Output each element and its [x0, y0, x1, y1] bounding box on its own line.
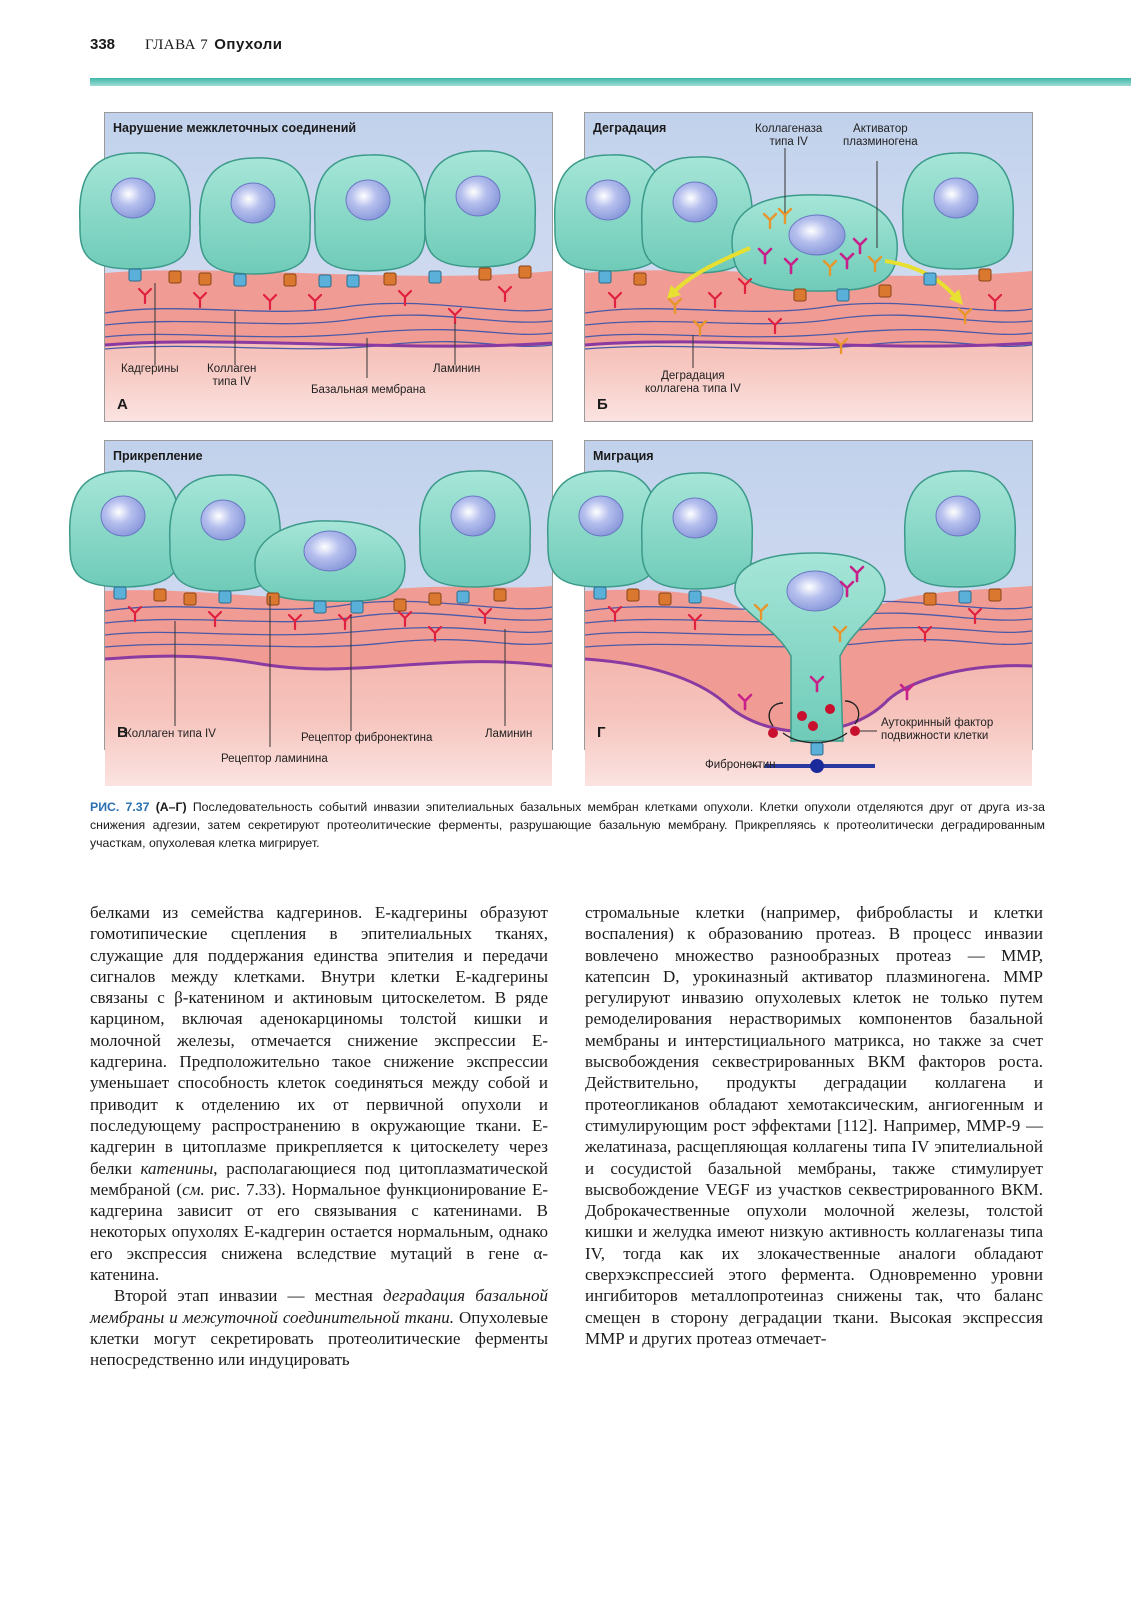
panel-a-letter: А: [117, 396, 128, 413]
section-title: Опухоли: [214, 36, 283, 53]
label-laminin-c: Ламинин: [485, 728, 533, 740]
figure-caption: [90, 798, 1045, 852]
text-run: рис. 7.33). Нормальное функционирование Е-кадгерина зависит от его связывания с катенинами. В некоторых опухолях Е-кадгерин остается нормальным, однако его экспрессия снижена вследствие мутаций в гене α-катенина.: [90, 1179, 548, 1285]
figure-panel-b: [584, 112, 1033, 422]
emphasis: см.: [182, 1179, 205, 1199]
paragraph: стромальные клетки (например, фибробласты и клетки воспаления) к образованию протеаз. В процесс инвазии вовлечено множество разнообразных протеаз — ММР, катепсин D, урокиназный активатор плазминогена. ММР регулируют инвазию опухолевых клеток не только путем ремоделирования нерастворимых компонентов базальной мембраны и интерстициального матрикса, но также за счет высвобождения секвестрированных ВКМ факторов роста. Действительно, продукты деградации коллагена и протеогликанов обладают хемотаксическим, ангиогенным и стимулирующим рост эффектами [112]. Например, ММР-9 — желатиназа, расщепляющая коллагены типа IV эпителиальной и сосудистой базальной мембраны, также стимулирует высвобождение VEGF из участков секвестрированного ВКМ. Доброкачественные опухоли молочной железы, толстой кишки и желудка имеют низкую активность коллагеназы типа IV, тогда как их злокачественные аналоги обладают сверхэкспрессией этого фермента. Одновременно уровни ингибиторов металлопротеиназ снижены так, что баланс смещен в сторону деградации ткани. Высокая экспрессия ММР и других протеаз отмечает-: [585, 903, 1043, 1348]
figure-number: РИС. 7.37: [90, 800, 150, 814]
label-collagenase-iv: Коллагеназа типа IV: [755, 123, 823, 148]
text-run: Второй этап инвазии — местная: [114, 1286, 384, 1306]
label-collagen-degradation: Деградация коллагена типа IV: [645, 370, 741, 395]
emphasis: деградация базальной мембраны и межуточной соединительной ткани.: [90, 1286, 548, 1327]
paragraph: [90, 1285, 548, 1370]
label-collagen-iv-c: Коллаген типа IV: [125, 728, 216, 740]
caption-text: Последовательность событий инвазии эпителиальных базальных мембран клетками опухоли. Клетки опухоли отделяются друг от друга из-за снижения адгезии, затем секретируют протеолитические ферменты, разрушающие базальную мембрану. Прикрепляясь к протеолитически деградированным участкам, опухолевая клетка мигрирует.: [90, 800, 1046, 850]
panel-c-letter: В: [117, 724, 128, 741]
figure-panel-a: [104, 112, 553, 422]
label-collagen-iv: Коллаген типа IV: [207, 363, 257, 388]
running-header: [90, 36, 283, 58]
panel-d-letter: Г: [597, 724, 606, 741]
text-run: Опухолевые клетки могут секретировать протеолитические ферменты непосредственно или индуцировать: [90, 1307, 548, 1370]
text-run: белками из семейства кадгеринов. Е-кадгерины образуют гомотипические сцепления в эпителиальных тканях, служащие для поддержания единства эпителия и передачи сигналов между клетками. Внутри клетки Е-кадгерины связаны с β-катенином и актиновым цитоскелетом. В ряде карцином, включая аденокарциномы толстой кишки и молочной железы, отмечается снижение экспрессии Е-кадгерина. Предположительно такое снижение экспрессии уменьшает способность клеток соединяться между собой и приводит к отделению их от первичной опухоли и последующему распространению в окружающие ткани. Е-кадгерин в цитоплазме прикрепляется к цитоскелету через белки: [90, 903, 548, 1178]
panel-a-title: Нарушение межклеточных соединений: [113, 121, 357, 135]
paragraph: [90, 902, 548, 1285]
panel-b-letter: Б: [597, 396, 608, 413]
text-run: , располагающиеся под цитоплазматической мембраной (: [90, 1158, 548, 1199]
label-laminin-receptor: Рецептор ламинина: [221, 753, 328, 765]
emphasis: катенины: [140, 1158, 214, 1178]
figure-panel-c: [104, 440, 553, 765]
page-number: 338: [90, 36, 116, 53]
header-rule: [90, 78, 1131, 86]
label-cadherins: Кадгерины: [121, 363, 179, 375]
panel-b-title: Деградация: [593, 121, 667, 135]
label-plasminogen-activator: Активатор плазминогена: [843, 123, 918, 148]
chapter-title: [145, 36, 282, 54]
figure-panel-d: [584, 440, 1033, 771]
label-fibronectin: Фибронектин: [705, 759, 776, 771]
figure-range: (А–Г): [155, 800, 187, 814]
label-laminin: Ламинин: [433, 363, 481, 375]
label-fibronectin-receptor: Рецептор фибронектина: [301, 732, 433, 744]
chapter-label: ГЛАВА 7: [145, 37, 209, 53]
panel-d-title: Миграция: [593, 449, 654, 463]
body-right-column: [585, 902, 1043, 1349]
panel-c-title: Прикрепление: [113, 449, 203, 463]
body-left-column: [90, 902, 548, 1371]
label-autocrine-factor: Аутокринный фактор подвижности клетки: [881, 717, 994, 742]
label-basal-membrane: Базальная мембрана: [311, 384, 426, 396]
